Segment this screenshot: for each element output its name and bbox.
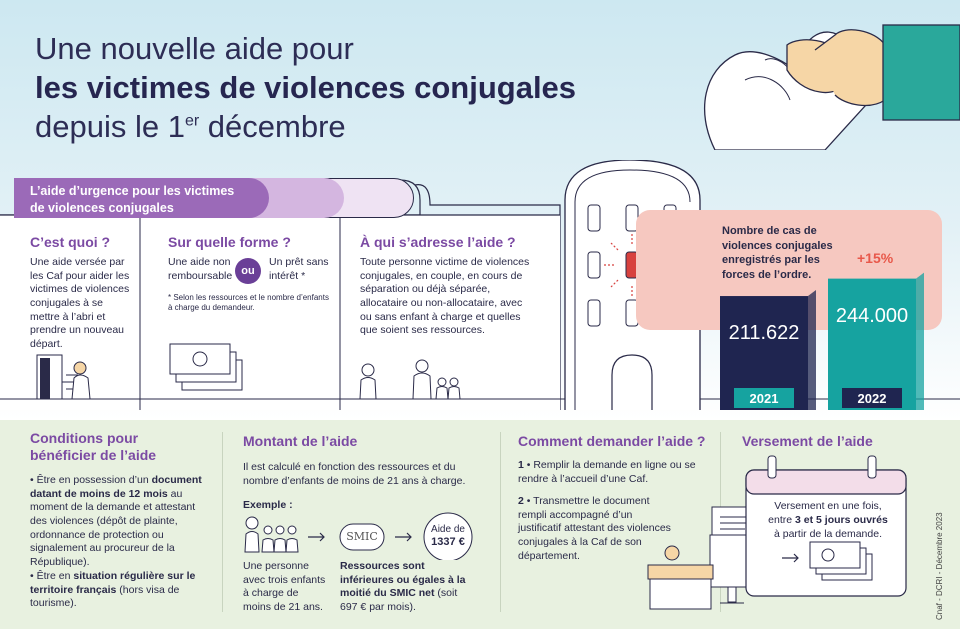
versement-line-2-pre: entre: [768, 513, 796, 526]
condition-1-bold: document datant de moins de 12 mois: [30, 474, 202, 500]
bar-label-2021: 2021: [749, 391, 779, 406]
page-title: [35, 30, 576, 146]
smic-label: SMIC: [346, 530, 378, 543]
conditions-title-line-2: bénéficier de l’aide: [30, 446, 157, 463]
resources-text: [340, 560, 470, 615]
ribbon-title-line-1: L’aide d’urgence pour les victimes: [30, 184, 235, 198]
ribbon-title-line-2: de violences conjugales: [30, 200, 174, 215]
bar-value-2021: 211.622: [728, 322, 800, 345]
bar-side-2021: [808, 290, 816, 410]
ribbon-title: [30, 183, 260, 217]
growth-label: +15%: [857, 250, 894, 266]
aid-amount: [424, 524, 472, 549]
divider-2: [500, 432, 501, 612]
forme-title: Sur quelle forme ?: [168, 234, 291, 250]
forme-note: * Selon les ressources et le nombre d’enfants à charge du demandeur.: [168, 293, 329, 313]
versement-line-3: à partir de la demande.: [774, 527, 882, 540]
montant-title: Montant de l’aide: [243, 433, 358, 449]
aid-line-1: Aide de: [431, 524, 465, 535]
versement-line-1: Versement en une fois,: [774, 500, 882, 512]
stats-title: Nombre de cas de violences conjugales enregistrés par les forces de l’ordre.: [722, 225, 833, 281]
bar-side-2022: [916, 273, 924, 410]
example-label: Exemple :: [243, 499, 293, 511]
condition-2-pre: • Être en: [30, 570, 74, 582]
conditions-title: [30, 430, 156, 464]
title-superscript: er: [184, 112, 200, 130]
title-line-3-suffix: décembre: [199, 108, 346, 144]
bar-label-2022: 2022: [857, 391, 887, 406]
step-2-number: 2: [518, 495, 524, 507]
demande-title: Comment demander l’aide ?: [518, 433, 706, 449]
forme-option-2: Un prêt sans intérêt *: [269, 256, 329, 282]
versement-line-2-bold: 3 et 5 jours ouvrés: [795, 513, 888, 526]
credit-text: Cnaf - DCRI - Décembre 2023: [935, 512, 944, 620]
condition-1-pre: • Être en possession d’un: [30, 474, 152, 486]
step-2-text: • Transmettre le document rempli accompagné d’un justificatif attestant des violences conjugales à la Caf de son département.: [518, 495, 671, 562]
condition-2-bold: situation régulière sur le territoire français: [30, 570, 196, 596]
title-line-2: les victimes de violences conjugales: [35, 69, 577, 105]
person-text: Une personne avec trois enfants à charge de moins de 21 ans.: [243, 560, 326, 613]
condition-2: [30, 570, 210, 611]
resources-bold: Ressources sont inférieures ou égales à la moitié du SMIC net: [340, 560, 466, 600]
step-1-text: • Remplir la demande en ligne ou se rendre à l’accueil d’une Caf.: [518, 459, 696, 485]
hand-illustration: [675, 0, 960, 150]
versement-title: Versement de l’aide: [742, 433, 873, 449]
adresse-title: À qui s’adresse l’aide ?: [360, 234, 516, 250]
quoi-title: C’est quoi ?: [30, 234, 111, 250]
ou-badge: ou: [235, 258, 261, 284]
condition-1-post: au moment de la demande et attestant des violences (dépôt de plainte, ordonnance de protection ou signalement au procureur de la République).: [30, 487, 196, 568]
adresse-text: Toute personne victime de violences conjugales, en couple, en cours de séparation ou déjà séparée, allocataire ou non-allocataire, avec ou sans enfant à charge et quelles que soient ses ressources.: [360, 256, 530, 337]
montant-intro: Il est calculé en fonction des ressources et du nombre d’enfants de moins de 21 ans à charge.: [243, 461, 466, 487]
condition-2-post: (hors visa de tourisme).: [30, 583, 180, 610]
forme-option-1: Une aide non remboursable: [168, 256, 233, 282]
title-line-3: [35, 108, 576, 147]
condition-1: [30, 474, 210, 569]
resources-post: (soit 697 € par mois).: [340, 587, 458, 613]
title-line-3-prefix: depuis le 1: [35, 108, 185, 144]
aid-line-2: 1337 €: [431, 536, 465, 548]
bar-value-2022: 244.000: [835, 304, 909, 327]
conditions-title-line-1: Conditions pour: [30, 430, 139, 446]
demande-step-1: [518, 459, 708, 486]
divider-1: [222, 432, 223, 612]
quoi-text: Une aide versée par les Caf pour aider les victimes de violences conjugales à se mettre à l’abri et prendre un nouveau départ.: [30, 256, 130, 350]
versement-line-2: [758, 514, 898, 528]
step-1-number: 1: [518, 459, 524, 471]
title-line-1: Une nouvelle aide pour: [35, 31, 354, 66]
versement-text: [758, 500, 898, 542]
